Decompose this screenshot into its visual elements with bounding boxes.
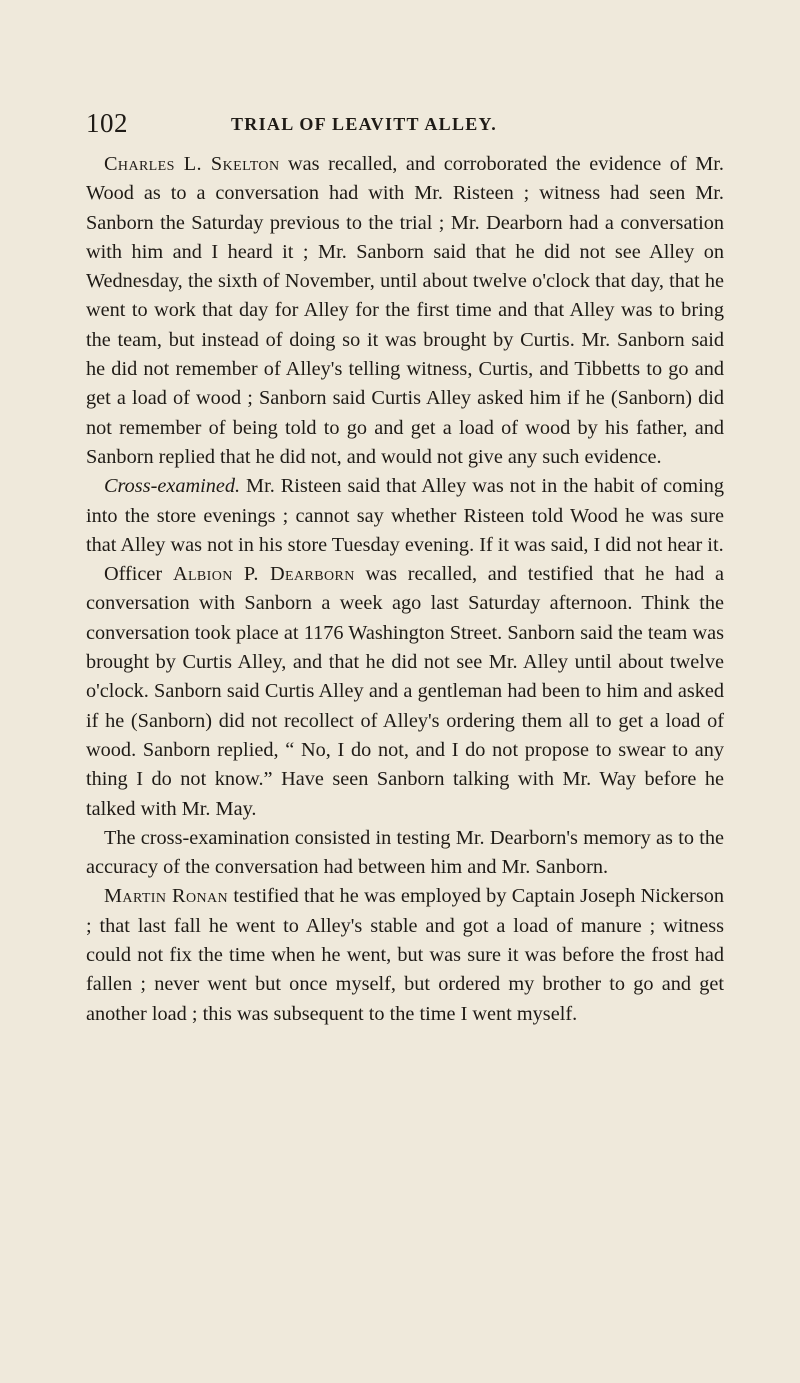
witness-name: Martin Ronan bbox=[104, 885, 229, 908]
paragraph-text: The cross-examination consisted in testing Mr. Dearborn's memory as to the accuracy of the conversation had between him and Mr. Sanborn. bbox=[86, 826, 724, 879]
paragraph-dearborn bbox=[86, 560, 724, 824]
witness-name: Albion P. Dearborn bbox=[172, 563, 355, 586]
paragraph-cross-examined bbox=[86, 472, 724, 560]
paragraph-text: Mr. Risteen said that Alley was not in the habit of coming into the store evenings ; cannot say whether Risteen told Wood he was sure that Alley was not in his store Tuesday evening. If it was said, I did not hear it. bbox=[86, 475, 724, 556]
name-prefix: Officer bbox=[104, 563, 173, 586]
running-head: TRIAL OF LEAVITT ALLEY. bbox=[231, 114, 498, 134]
paragraph-text: was recalled, and corroborated the evidence of Mr. Wood as to a conversation had with Mr. Risteen ; witness had seen Mr. Sanborn the Saturday previous to the trial ; Mr. Dearborn had a conversation with him and I heard it ; Mr. Sanborn said that he did not see Alley on Wednesday, the sixth of November, until about twelve o'clock that day, that he went to work that day for Alley for the first time and that Alley was to bring the team, but instead of doing so it was brought by Curtis. Mr. Sanborn said he did not remember of Alley's telling witness, Curtis, and Tibbetts to go and get a load of wood ; Sanborn said Curtis Alley asked him if he (Sanborn) did not remember of being told to go and get a load of wood by his father, and Sanborn replied that he did not, and would not give any such evidence. bbox=[86, 153, 724, 468]
paragraph-text: testified that he was employed by Captain Joseph Nickerson ; that last fall he went to Alley's stable and got a load of manure ; witness could not fix the time when he went, but was sure it was before the frost had fallen ; never went but once myself, but ordered my brother to go and get another load ; this was subsequent to the time I went myself. bbox=[86, 885, 724, 1025]
page-header bbox=[86, 108, 726, 140]
paragraph-cross-examination bbox=[86, 824, 724, 883]
paragraph-ronan bbox=[86, 882, 724, 1028]
paragraph-text: was recalled, and testified that he had a conversation with Sanborn a week ago last Saturday afternoon. Think the conversation took place at 1176 Washington Street. Sanborn said the team was brought by Curtis Alley, and that he did not see Mr. Alley until about twelve o'clock. Sanborn said Curtis Alley and a gentleman had been to him and asked if he (Sanborn) did not recollect of Alley's ordering them all to get a load of wood. Sanborn replied, “ No, I do not, and I do not propose to swear to any thing I do not know.” Have seen Sanborn talking with Mr. Way before he talked with Mr. May. bbox=[86, 563, 724, 820]
page-number: 102 bbox=[86, 108, 128, 138]
paragraph-skelton bbox=[86, 150, 724, 472]
section-label: Cross-examined. bbox=[104, 475, 241, 498]
body-text bbox=[86, 150, 724, 1029]
witness-name: Charles L. Skelton bbox=[104, 153, 280, 175]
